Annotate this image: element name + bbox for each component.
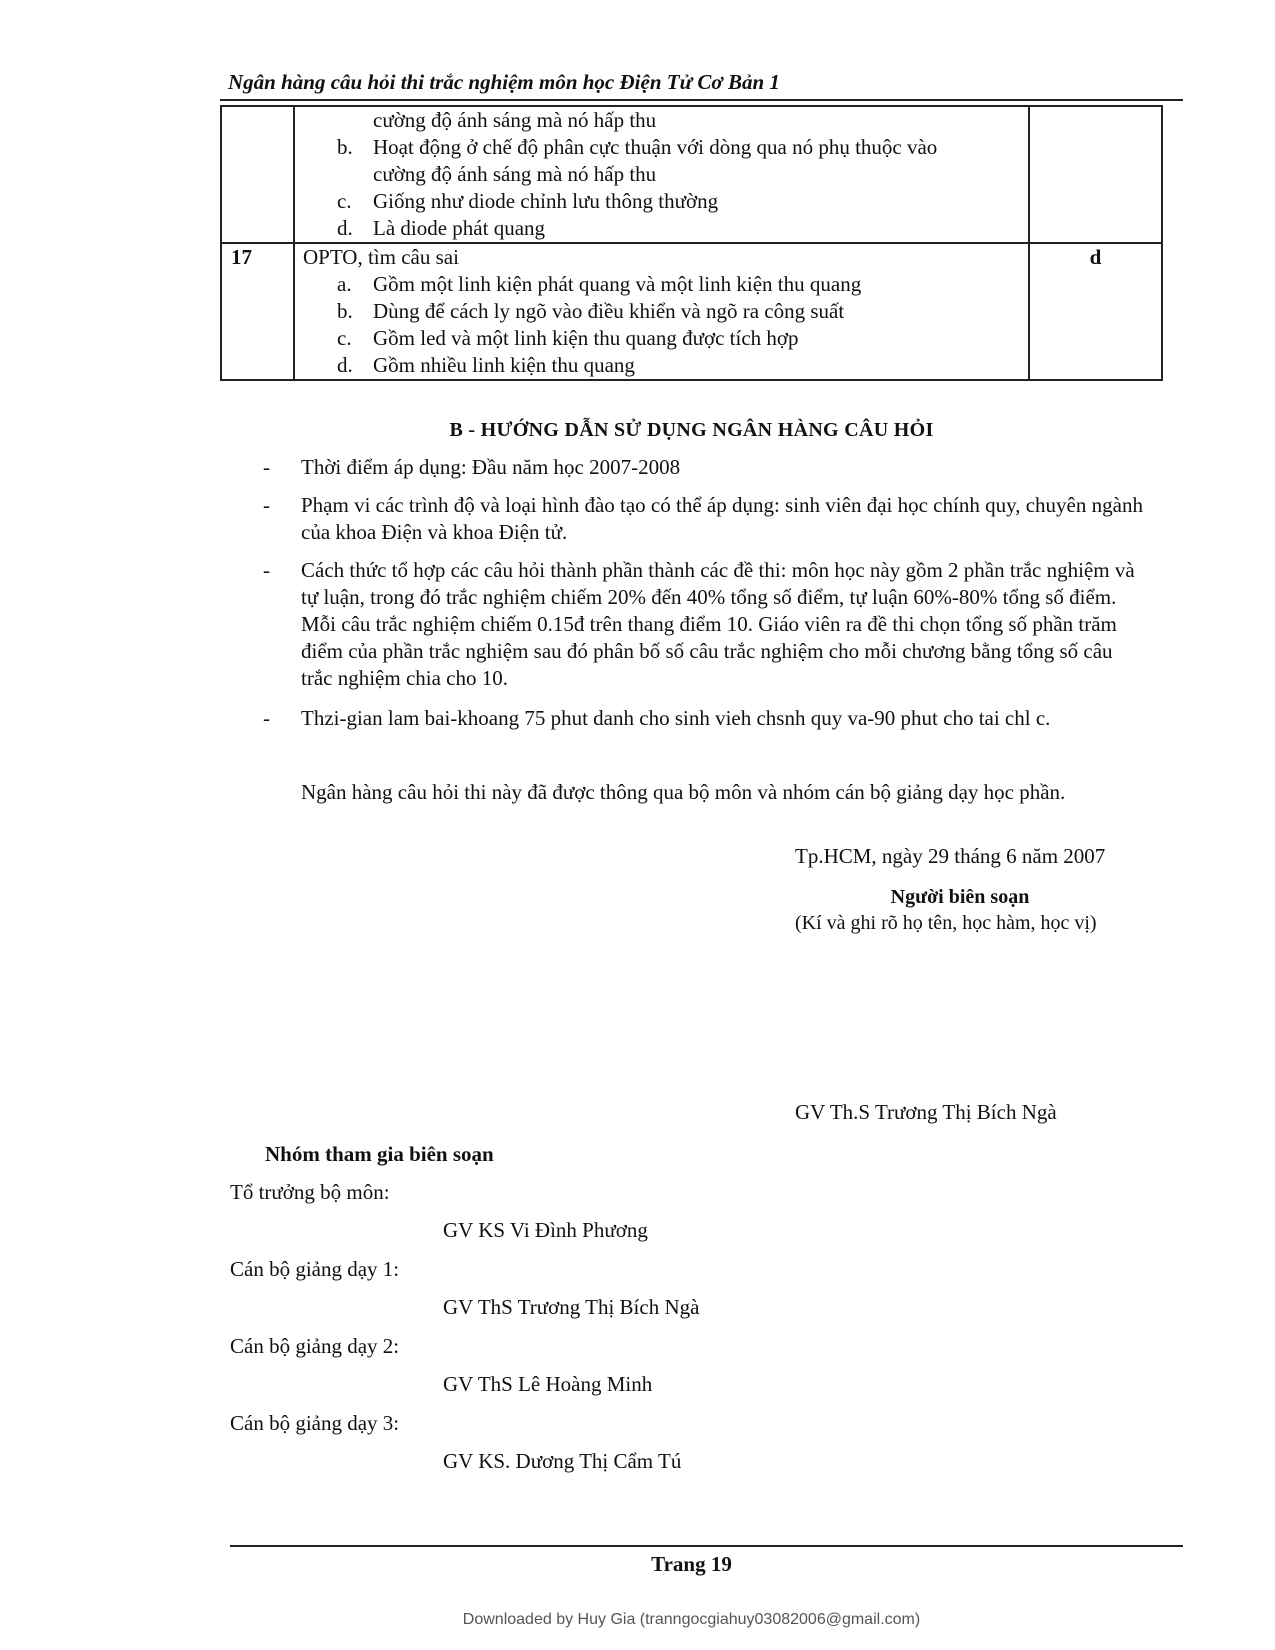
question-number-cell [221, 106, 294, 243]
option-text: Gồm led và một linh kiện thu quang được tích hợp [373, 326, 799, 350]
question-number-cell: 17 [221, 243, 294, 380]
question-text: OPTO, tìm câu sai [303, 245, 459, 269]
list-item [263, 703, 1143, 734]
option-continuation: cường độ ánh sáng mà nó hấp thu [373, 108, 657, 132]
option-letter: d. [337, 216, 353, 240]
option-text: Hoạt động ở chế độ phân cực thuận với dòng qua nó phụ thuộc vào [373, 135, 938, 159]
list-item [263, 557, 1143, 692]
list-item-text: Cách thức tổ hợp các câu hỏi thành phần thành các đề thi: môn học này gồm 2 phần trắc nghiệm và tự luận, trong đó trắc nghiệm chiếm 20% đến 40% tổng số điểm, tự luận 60%-80% tổng số điểm. Mỗi câu trắc nghiệm chiếm 0.15đ trên thang điểm 10. Giáo viên ra đề thi chọn tổng số phần trăm điểm của phần trắc nghiệm sau đó phân bố số câu trắc nghiệm cho mỗi chương bằng tổng số câu trắc nghiệm chia cho 10. [301, 558, 1135, 690]
group-title: Nhóm tham gia biên soạn [265, 1142, 494, 1166]
list-item [263, 492, 1143, 546]
page-number: Trang 19 [651, 1552, 732, 1576]
list-item-text: Thời điểm áp dụng: Đầu năm học 2007-2008 [301, 455, 681, 479]
bullet-dash: - [263, 493, 270, 517]
composer-note: (Kí và ghi rõ họ tên, học hàm, học vị) [795, 912, 1097, 934]
answer-cell: d [1029, 243, 1162, 380]
role-label: Cán bộ giảng dạy 2: [230, 1334, 400, 1358]
option-letter: c. [337, 326, 352, 350]
approval-note: Ngân hàng câu hỏi thi này đã được thông qua bộ môn và nhóm cán bộ giảng dạy học phần. [301, 780, 1066, 804]
document-header-title: Ngân hàng câu hỏi thi trắc nghiệm môn học Điện Tử Cơ Bản 1 [228, 70, 780, 94]
option-d [303, 215, 1020, 242]
option-text: Gồm một linh kiện phát quang và một linh kiện thu quang [373, 272, 862, 296]
option-a [303, 271, 1020, 298]
option-letter [337, 161, 373, 188]
option-text: Gồm nhiều linh kiện thu quang [373, 353, 635, 377]
question-body-cell [294, 106, 1029, 243]
list-item-text: Thzi-gian lam bai-khoang 75 phut danh cho sinh vieh chsnh quy va-90 phut cho tai chl c. [301, 706, 1051, 730]
footer-divider [230, 1545, 1183, 1547]
option-b [303, 134, 1020, 161]
option-letter: d. [337, 353, 353, 377]
signature-date: Tp.HCM, ngày 29 tháng 6 năm 2007 [795, 844, 1106, 868]
role-member: GV KS. Dương Thị Cẩm Tú [443, 1449, 682, 1473]
role-label: Tổ trưởng bộ môn: [230, 1180, 390, 1204]
option-b [303, 298, 1020, 325]
option-c [303, 188, 1020, 215]
table-row [221, 106, 1162, 243]
list-item-text: Phạm vi các trình độ và loại hình đào tạo có thể áp dụng: sinh viên đại học chính quy, chuyên ngành của khoa Điện và khoa Điện tử. [301, 493, 1143, 544]
signer-name: GV Th.S Trương Thị Bích Ngà [795, 1100, 1057, 1124]
option-letter: a. [337, 272, 352, 296]
bullet-dash: - [263, 558, 270, 582]
role-label: Cán bộ giảng dạy 3: [230, 1411, 400, 1435]
option-c [303, 325, 1020, 352]
header-divider [220, 99, 1183, 101]
composer-title: Người biên soạn [890, 886, 1030, 908]
role-member: GV KS Vi Đình Phương [443, 1218, 648, 1242]
bullet-dash: - [263, 706, 270, 730]
bullet-dash: - [263, 455, 270, 479]
guide-list [263, 454, 1143, 745]
role-member: GV ThS Trương Thị Bích Ngà [443, 1295, 700, 1319]
option-letter: b. [337, 135, 353, 159]
option-letter: c. [337, 189, 352, 213]
question-body-cell [294, 243, 1029, 380]
download-watermark: Downloaded by Huy Gia (tranngocgiahuy03082006@gmail.com) [462, 1611, 921, 1628]
question-table [220, 105, 1163, 381]
answer-cell [1029, 106, 1162, 243]
role-label: Cán bộ giảng dạy 1: [230, 1257, 400, 1281]
role-member: GV ThS Lê Hoàng Minh [443, 1372, 653, 1396]
option-text: cường độ ánh sáng mà nó hấp thu [373, 162, 657, 186]
option-text: Là diode phát quang [373, 216, 546, 240]
list-item [263, 454, 1143, 481]
table-row [221, 243, 1162, 380]
section-title: B - HƯỚNG DẪN SỬ DỤNG NGÂN HÀNG CÂU HỎI [449, 419, 934, 441]
option-d [303, 352, 1020, 379]
option-letter: b. [337, 299, 353, 323]
option-text: Dùng để cách ly ngõ vào điều khiển và ngõ ra công suất [373, 299, 845, 323]
option-b-continued [303, 161, 1020, 188]
option-text: Giống như diode chỉnh lưu thông thường [373, 189, 719, 213]
